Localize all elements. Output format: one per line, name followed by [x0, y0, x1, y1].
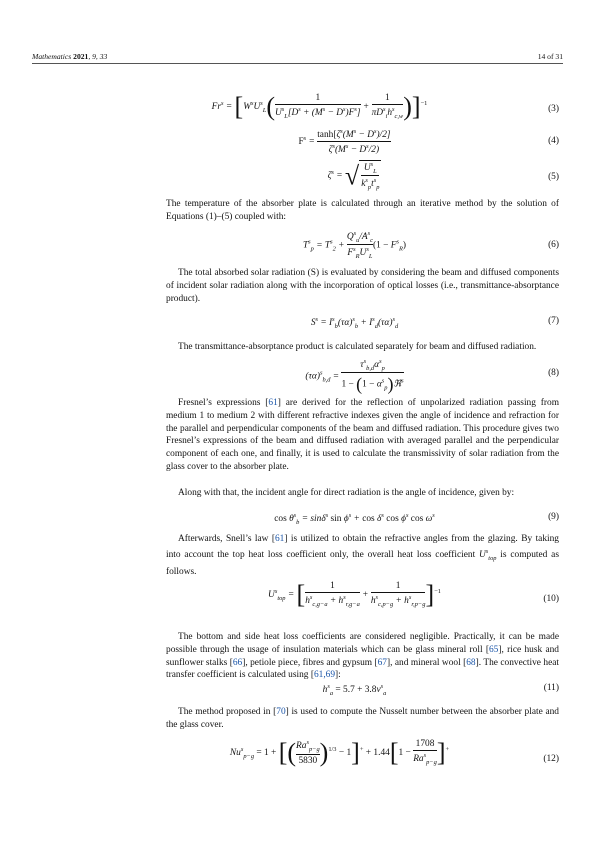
page-number: 14 of 31 [537, 52, 563, 61]
citation-link[interactable]: 61,69 [313, 670, 336, 681]
paragraph-fresnel: Fresnel’s expressions [61] are derived for the reflection of unpolarized radiation passing from medium 1 to medium 2 with different refractive indexes given the angle of incidence and refraction for the parallel and perpendicular components of the beam and diffused radiation. This procedure gives two Fresnel’s expressions of the beam and diffused radiation with averaged parallel and the perpendicular component of each one, and finally, it is used to calculate the transmissivity of solar radiation from the glass cover to the absorber plate. [166, 398, 559, 472]
equation-6: $T^s_p = T^s_2$ + $\frac{Q^s_u/A^s_c}{F^s_RU^s_L}$ $(1 - F^s_R)$ (6) [302, 230, 559, 261]
journal-citation: Mathematics 2021, 9, 33 [32, 52, 108, 61]
citation-link[interactable]: 68 [466, 657, 476, 668]
equation-12: $Nu^s_{p-g} = 1$ + [( $\frac{Ra^s_{p-g}}{5830}$ )$^{1/3}$ − 1]+ + 1.44[1 − $\frac{1708}{Ra^s_{p-g}}$ ]+ (12) [229, 738, 559, 767]
equation-5: $\zeta^s$ = √ $\frac{U^s_L}{k^s_pt^s_p}$ (5) [327, 161, 559, 192]
paragraph-absorbed-radiation: The total absorbed solar radiation (S) is evaluated by considering the beam and diffused components of incident solar radiation along with the incorporation of optical losses (i.e., transmittance-absorptance product). [166, 268, 559, 304]
citation-link[interactable]: 65 [488, 644, 499, 655]
citation-link[interactable]: 70 [276, 707, 286, 717]
equation-7: $S^s = I^s_b(\tau\alpha)^s_b + I^s_d(\tau\alpha)^s_d$ (7) [310, 316, 559, 330]
equation-10: $U^s_{top}$ = [ $\frac{1}{h^s_{c,g-a} + h^s_{r,g-a}}$ + $\frac{1}{h^s_{c,p-g} + h^s_{r,p-g}}$ ]$^{-1}$ (10) [268, 580, 559, 609]
equation-4: $F^s$ = $\frac{\tanh[\zeta^s(M^s - D^s)/2]}{\zeta^s(M^s - D^s/2)}$ (4) [298, 128, 559, 156]
equation-11: $h^s_a = 5.7 + 3.8v^s_a$ (11) [322, 683, 559, 697]
citation-link[interactable]: 67 [377, 657, 387, 668]
header-rule [32, 63, 563, 64]
equation-9: $\cos \theta^s_b = \sin\delta^s$ $\sin \phi^s + \cos \delta^s$ $\cos \phi^s$ $\cos \omega^s$ (9) [274, 512, 559, 526]
paragraph-heat-loss: The bottom and side heat loss coefficients are considered negligible. Practically, it can be made possible through the usage of insulation materials which can be glass mineral roll [65], rice husk and sunflower stalks [66], petiole piece, fibres and gypsum [67], and mineral wool [68]. The convective heat transfer coefficient is calculated using [61,69]: [166, 632, 559, 681]
equation-8: $(\tau\alpha)^s_{b,d}$ = $\frac{\tau^s_{b,d}\alpha^s_p}{1 - (1 - \alpha^s_p)ℜ^s}$ (8) [305, 358, 559, 395]
paragraph-incident-angle: Along with that, the incident angle for direct radiation is the angle of incidence, given by: [178, 488, 515, 498]
paragraph-transmittance: The transmittance-absorptance product is calculated separately for beam and diffused radiation. [178, 342, 537, 352]
citation-link[interactable]: 66 [232, 657, 243, 668]
citation-link[interactable]: 61 [274, 534, 285, 544]
equation-3: $Fr^s = [W^sU^s_L$( $\frac{1}{U^s_L[D^s + (M^s - D^s)F^s]}$ + $\frac{1}{\pi D^s_ih^s_{c,w}}$ )]$^{-1}$ (3) [211, 92, 559, 121]
paragraph-snell: Afterwards, Snell’s law [61] is utilized to obtain the refractive angles from the glazing. By taking into account the top heat loss coefficient only, the overall heat loss coefficient $U^s_{top}$ is computed as follows. [166, 534, 559, 577]
citation-link[interactable]: 61 [268, 398, 278, 408]
paragraph-nusselt: The method proposed in [70] is used to compute the Nusselt number between the absorber plate and the glass cover. [166, 707, 559, 730]
paragraph-iterative: The temperature of the absorber plate is calculated through an iterative method by the solution of Equations (1)–(5) coupled with: [166, 199, 559, 222]
